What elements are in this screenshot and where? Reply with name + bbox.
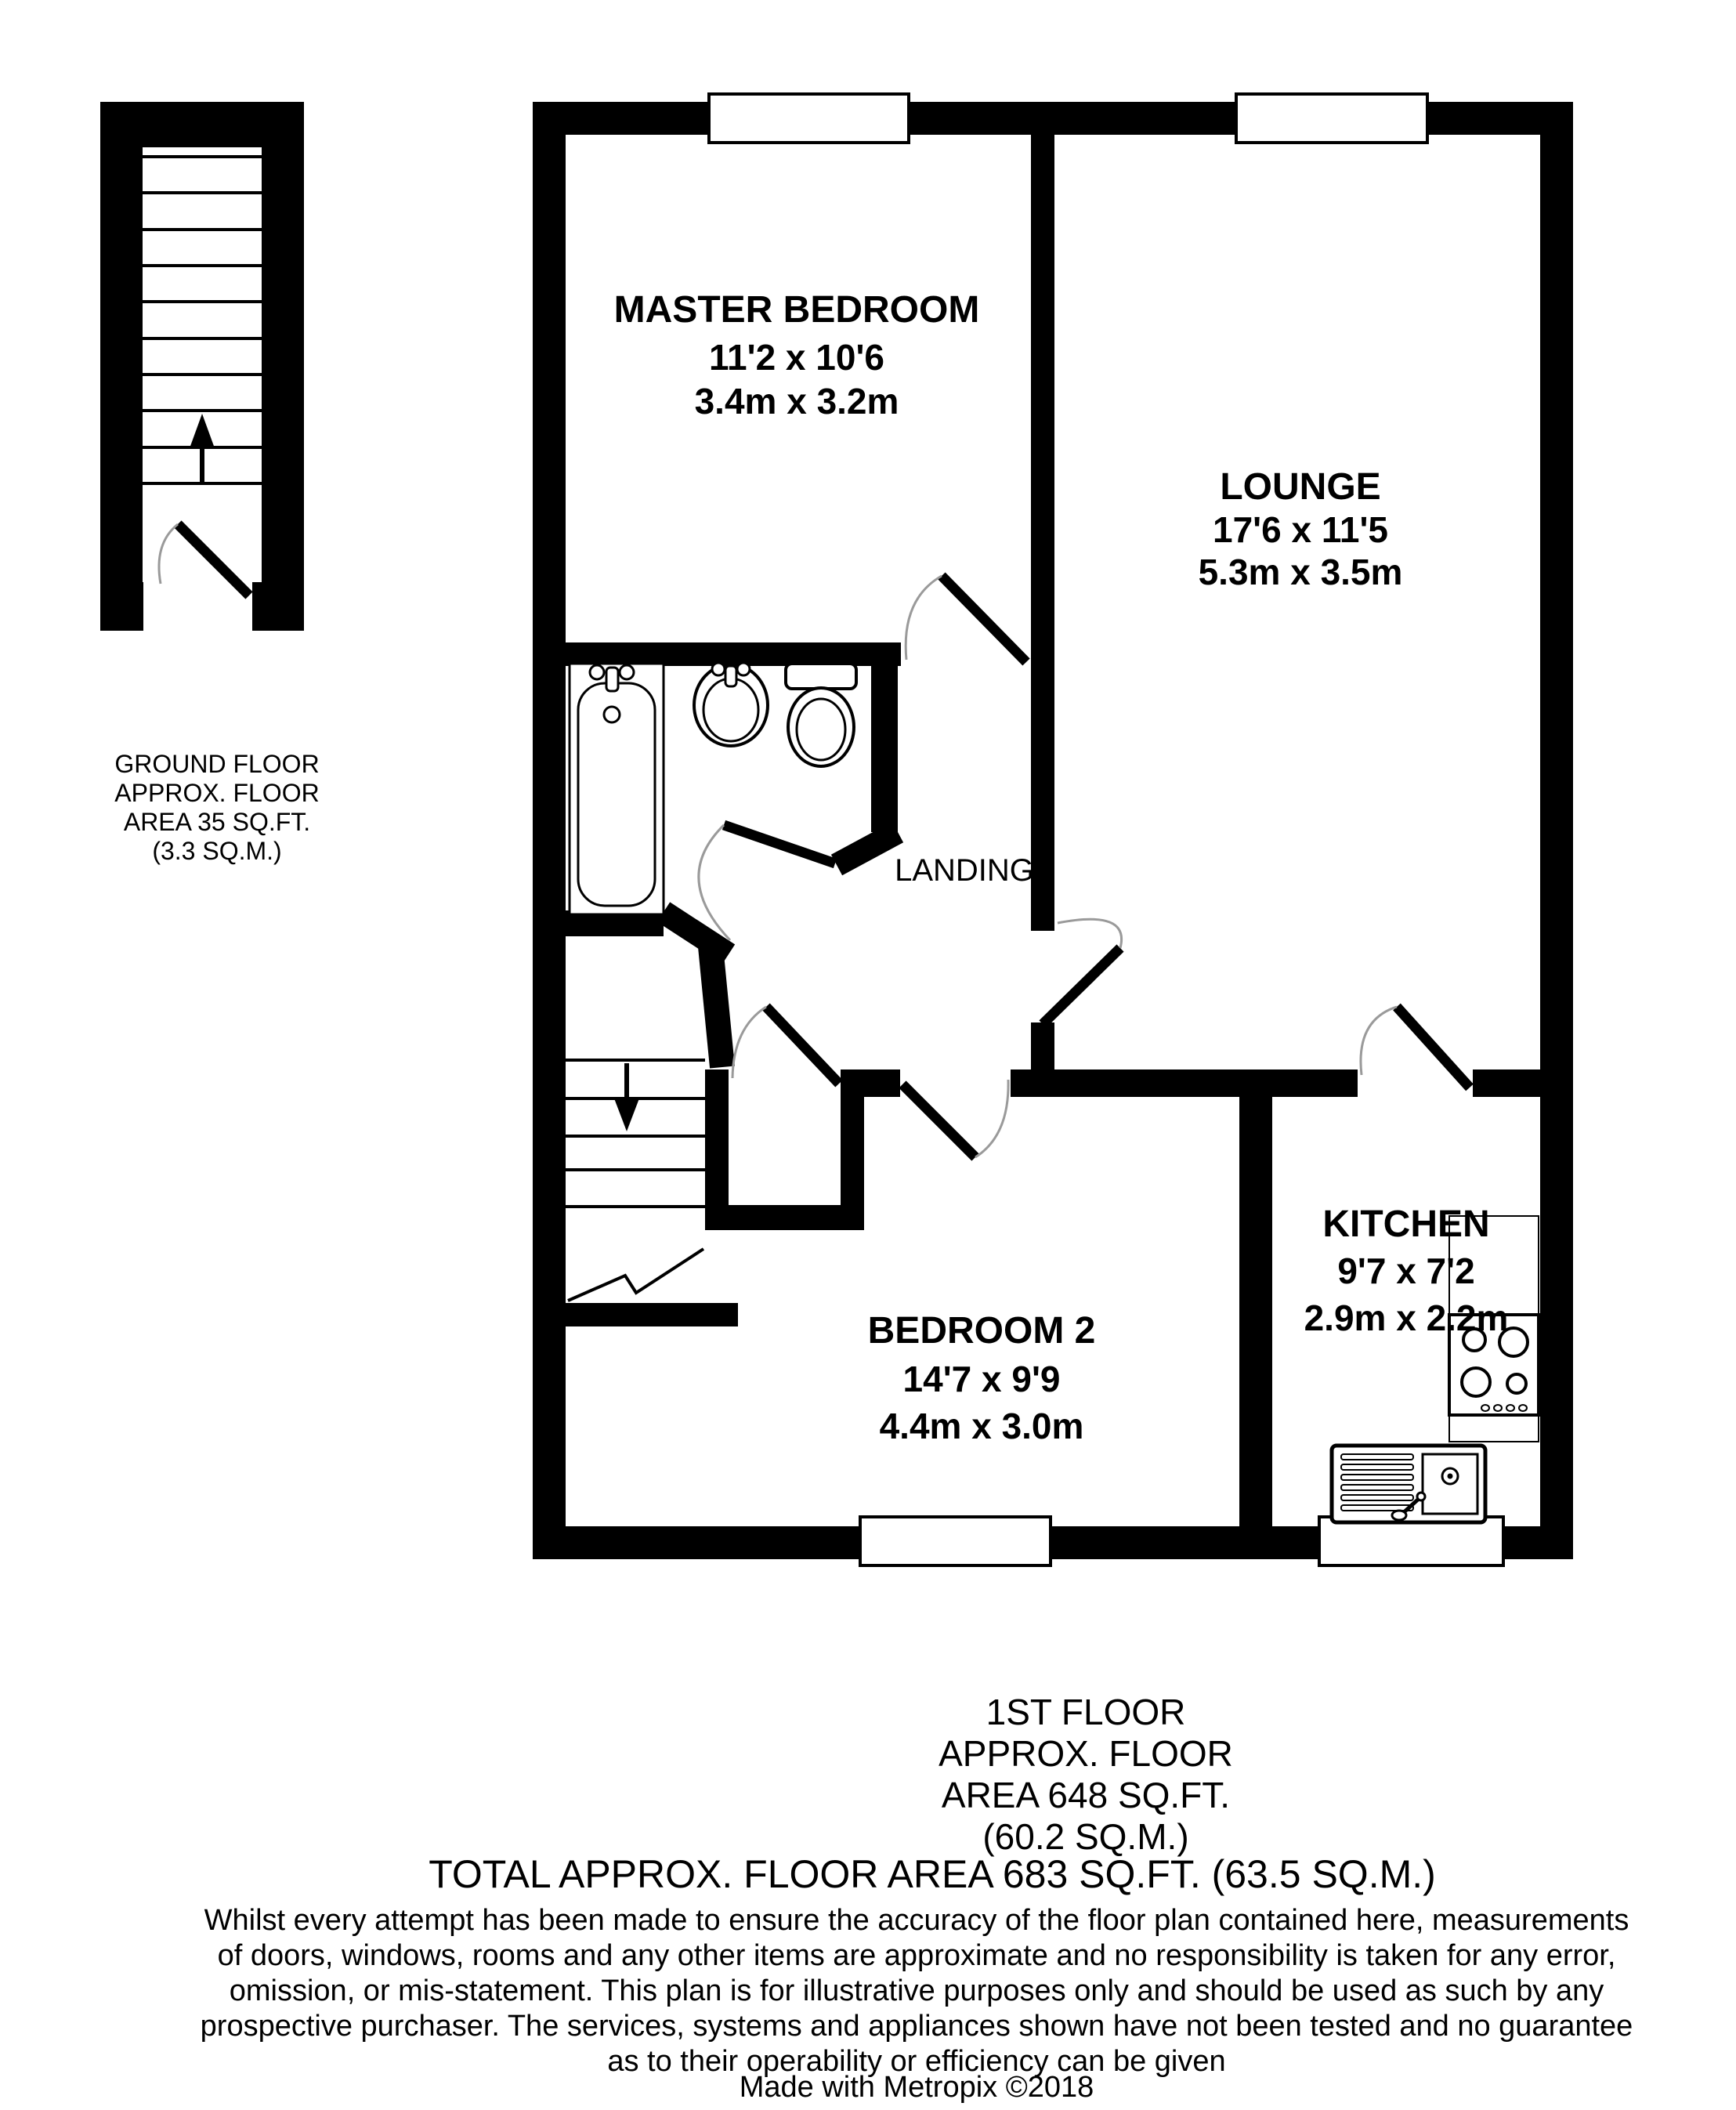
master-bedroom-size-imperial: 11'2 x 10'6 [709,337,884,378]
wall-landing-west-strip [711,946,722,1067]
gf-door-jamb-right [252,582,304,631]
kitchen-size-imperial: 9'7 x 7'2 [1337,1250,1475,1291]
stair-break-line [568,1249,703,1301]
window-lounge [1236,94,1427,143]
door-cupboard [732,1007,839,1084]
gf-caption-line-1: GROUND FLOOR [114,750,320,778]
gf-right-wall [262,102,304,582]
room-label-bedroom-2 [868,1310,1096,1446]
gf-caption-line-4: (3.3 SQ.M.) [152,837,282,865]
master-bedroom-name: MASTER BEDROOM [613,289,980,331]
window-bedroom-2 [860,1517,1051,1565]
wall-lounge-door-stub [1031,1022,1054,1069]
kitchen-sink-icon [1332,1446,1485,1522]
disclaimer [201,1904,1633,2078]
door-bedroom-2 [902,1080,1008,1157]
bedroom-2-name: BEDROOM 2 [867,1310,1096,1352]
ground-stairs [138,150,262,483]
disclaimer-line-1: Whilst every attempt has been made to ensure the accuracy of the floor plan contained here, measurements [204,1904,1629,1937]
disclaimer-line-4: prospective purchaser. The services, systems and appliances shown have not been tested and no guarantee [200,2010,1633,2043]
master-bedroom-size-metric: 3.4m x 3.2m [694,381,899,422]
bedroom-2-size-metric: 4.4m x 3.0m [879,1406,1084,1446]
total-floor-area: TOTAL APPROX. FLOOR AREA 683 SQ.FT. (63.5 SQ.M.) [429,1852,1436,1896]
outer-wall-left [533,102,566,1559]
bedroom-2-size-imperial: 14'7 x 9'9 [902,1359,1061,1399]
wall-stairs-south-connector [705,1205,864,1230]
wall-bathroom-right [871,666,898,832]
ff-caption-line-1: 1ST FLOOR [986,1692,1186,1732]
disclaimer-line-3: omission, or mis-statement. This plan is for illustrative purposes only and should be used as such by any [229,1974,1604,2007]
kitchen-size-metric: 2.9m x 2.2m [1304,1297,1509,1338]
wall-lounge-bottom-right [1473,1069,1540,1097]
window-master-bedroom [709,94,909,143]
disclaimer-line-5: as to their operability or efficiency can be given [607,2045,1226,2078]
outer-wall-right [1540,102,1573,1559]
wall-bathroom-diagonal-upper [837,832,898,865]
door-master-bedroom [906,576,1026,662]
kitchen-name: KITCHEN [1322,1203,1490,1245]
ground-floor-plan [100,102,320,865]
captions [201,1692,1633,2104]
door-lounge [1043,919,1122,1024]
first-floor-plan [533,94,1573,1565]
gf-door-jamb-left [100,582,143,631]
gf-caption-line-3: AREA 35 SQ.FT. [123,808,311,836]
door-kitchen [1361,1007,1470,1088]
ground-entrance-door [159,524,249,595]
wall-master-lounge [1031,135,1054,931]
bath-icon [570,664,664,914]
ff-caption-line-3: AREA 648 SQ.FT. [941,1775,1231,1815]
room-label-lounge [1199,466,1403,592]
disclaimer-line-2: of doors, windows, rooms and any other items are approximate and no responsibility is taken for any error, [217,1939,1616,1972]
wall-lounge-bottom-left [1011,1069,1358,1097]
landing-name: LANDING [895,853,1034,888]
first-floor-stairs [566,1060,705,1301]
wall-bedroom2-kitchen [1239,1097,1272,1526]
wall-stair-shaft-south [533,1303,738,1326]
first-floor-caption [939,1692,1233,1857]
wall-landing-south-segment [841,1069,900,1097]
gf-left-wall [100,102,143,631]
ff-caption-line-2: APPROX. FLOOR [939,1733,1233,1774]
door-bathroom [699,825,835,940]
lounge-size-imperial: 17'6 x 11'5 [1213,509,1388,550]
basin-icon [694,663,768,746]
metropix-credit: Made with Metropix ©2018 [739,2071,1094,2104]
ground-floor-caption [114,750,319,865]
lounge-size-metric: 5.3m x 3.5m [1198,552,1403,592]
toilet-icon [786,664,856,766]
room-label-master-bedroom [614,289,980,422]
gf-caption-line-2: APPROX. FLOOR [114,779,320,807]
ff-caption-line-4: (60.2 SQ.M.) [982,1816,1189,1857]
lounge-name: LOUNGE [1220,466,1381,508]
